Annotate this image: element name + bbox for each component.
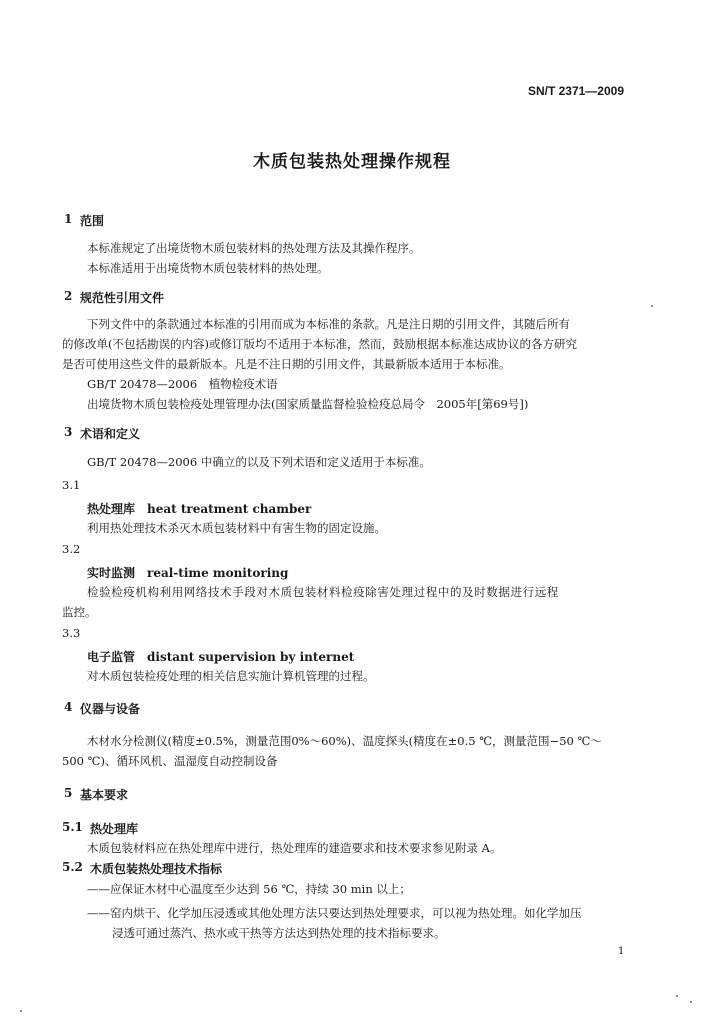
section-4-title: 仪器与设备 <box>80 702 141 716</box>
requirement-item-2-line-2: 浸透可通过蒸汽、热水或干热等方法达到热处理的技术指标要求。 <box>112 926 446 940</box>
section-2-paragraph-line-1: 下列文件中的条款通过本标准的引用而成为本标准的条款。凡是注日期的引用文件，其随后所有 <box>87 317 570 331</box>
section-2-paragraph-line-2: 的修改单(不包括勘误的内容)或修订版均不适用于本标准，然而，鼓励根据本标准达成协议的各方研究 <box>62 337 577 351</box>
section-5-1-paragraph: 木质包装材料应在热处理库中进行，热处理库的建造要求和技术要求参见附录 A。 <box>87 841 502 855</box>
document-title: 木质包装热处理操作规程 <box>253 152 451 172</box>
term-3-2-title: 实时监测 real-time monitoring <box>87 566 289 580</box>
section-5-2-number: 5.2 <box>62 860 83 874</box>
section-5-number: 5 <box>64 786 73 800</box>
standard-number: SN/T 2371—2009 <box>527 84 624 98</box>
section-1-number: 1 <box>64 212 73 226</box>
section-3-number: 3 <box>64 425 73 439</box>
section-4-paragraph-line-2: 500 ℃)、循环风机、温湿度自动控制设备 <box>62 754 278 768</box>
section-5-title: 基本要求 <box>80 788 129 802</box>
section-2-paragraph-line-3: 是否可使用这些文件的最新版本。凡是不注日期的引用文件，其最新版本适用于本标准。 <box>62 357 511 371</box>
requirement-item-2-line-1: ——窑内烘干、化学加压浸透或其他处理方法只要达到热处理要求，可以视为热处理。如化学加压 <box>87 906 582 920</box>
reference-gbt-20478: GB/T 20478—2006 植物检疫术语 <box>87 377 278 391</box>
section-1-paragraph-1: 本标准规定了出境货物木质包装材料的热处理方法及其操作程序。 <box>87 241 421 255</box>
section-1-paragraph-2: 本标准适用于出境货物木质包装材料的热处理。 <box>87 261 329 275</box>
page-number: 1 <box>618 946 625 957</box>
section-3-title: 术语和定义 <box>80 427 141 441</box>
section-1-title: 范围 <box>80 214 105 228</box>
section-2-title: 规范性引用文件 <box>80 291 165 305</box>
term-3-1-definition: 利用热处理技术杀灭木质包装材料中有害生物的固定设施。 <box>87 521 386 535</box>
scan-speck <box>690 1001 692 1003</box>
section-3-paragraph: GB/T 20478—2006 中确立的以及下列术语和定义适用于本标准。 <box>87 455 431 469</box>
scan-speck <box>676 995 678 997</box>
term-3-3-title: 电子监管 distant supervision by internet <box>87 650 355 664</box>
scan-speck <box>20 1010 22 1012</box>
section-5-2-title: 木质包装热处理技术指标 <box>90 862 223 876</box>
section-2-number: 2 <box>64 289 73 303</box>
scan-speck <box>651 305 653 307</box>
section-4-paragraph-line-1: 木材水分检测仪(精度±0.5%，测量范围0%～60%)、温度探头(精度在±0.5 ℃，测量范围−50 ℃～ <box>87 734 602 748</box>
term-3-2-number: 3.2 <box>62 542 81 556</box>
section-4-number: 4 <box>64 700 73 714</box>
term-3-1-number: 3.1 <box>62 478 81 492</box>
requirement-item-1: ——应保证木材中心温度至少达到 56 ℃，持续 30 min 以上； <box>87 882 411 896</box>
section-5-1-number: 5.1 <box>62 820 83 834</box>
term-3-2-definition-line-1: 检验检疫机构利用网络技术手段对木质包装材料检疫除害处理过程中的及时数据进行远程 <box>87 585 559 599</box>
term-3-3-number: 3.3 <box>62 626 81 640</box>
term-3-2-definition-line-2: 监控。 <box>62 605 97 619</box>
term-3-1-title: 热处理库 heat treatment chamber <box>87 502 312 516</box>
section-5-1-title: 热处理库 <box>90 822 139 836</box>
reference-quarantine-rules: 出境货物木质包装检疫处理管理办法(国家质量监督检验检疫总局令 2005年[第69号]) <box>87 397 529 411</box>
term-3-3-definition: 对木质包装检疫处理的相关信息实施计算机管理的过程。 <box>87 669 375 683</box>
